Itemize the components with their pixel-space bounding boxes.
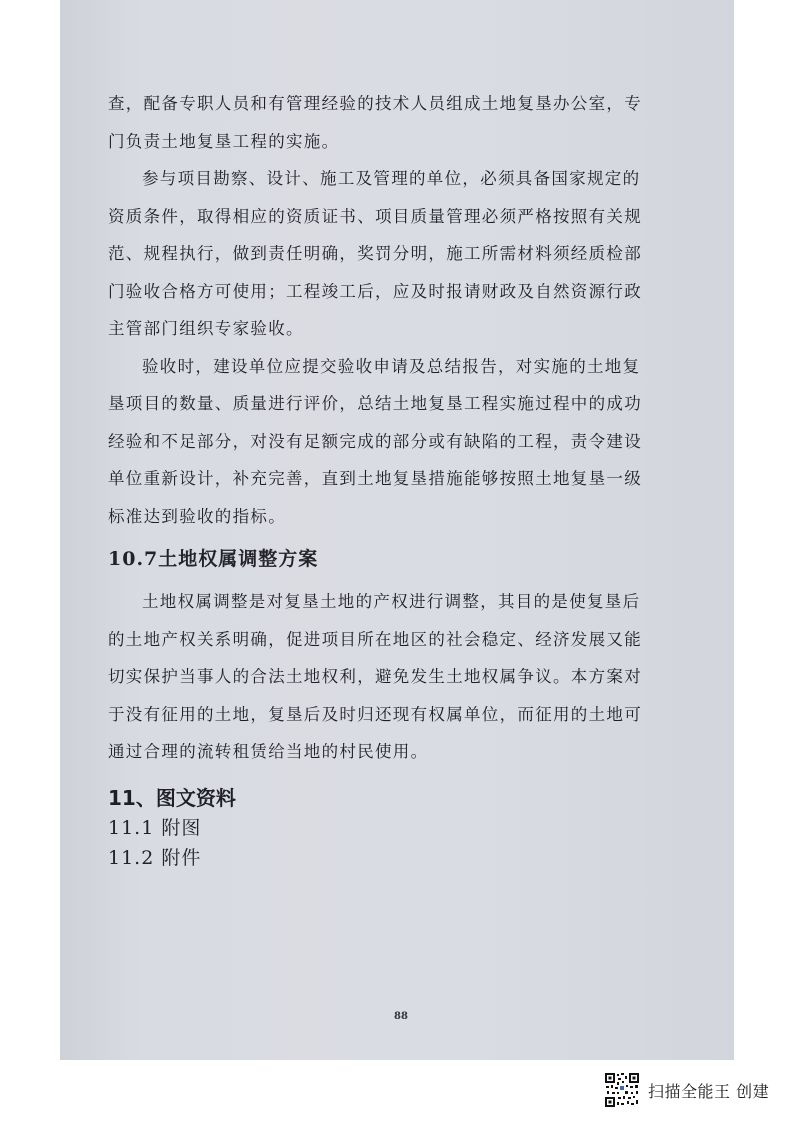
text-line: 门验收合格方可使用；工程竣工后，应及时报请财政及自然资源行政	[108, 281, 642, 301]
text-line: 验收时，建设单位应提交验收申请及总结报告，对实施的土地复	[142, 356, 641, 376]
scanner-watermark	[604, 1072, 769, 1108]
qr-code-icon	[604, 1072, 640, 1108]
text-line: 资质条件，取得相应的资质证书、项目质量管理必须严格按照有关规	[108, 206, 642, 226]
text-line: 土地权属调整是对复垦土地的产权进行调整，其目的是使复垦后	[142, 592, 641, 611]
paragraph-qualifications	[108, 160, 642, 348]
text-line: 单位重新设计，补充完善，直到土地复垦措施能够按照土地复垦一级	[108, 469, 642, 488]
text-line: 参与项目勘察、设计、施工及管理的单位，必须具备国家规定的	[142, 169, 641, 188]
paragraph-continuation	[108, 85, 642, 160]
subsection-attachments: 11.2 附件	[108, 846, 202, 869]
subsection-attached-drawings: 11.1 附图	[108, 816, 202, 839]
text-line: 的土地产权关系明确，促进项目所在地区的社会稳定、经济发展又能	[108, 629, 642, 649]
text-line: 范、规程执行，做到责任明确，奖罚分明，施工所需材料须经质检部	[108, 244, 642, 263]
section-heading-10-7: 10.7土地权属调整方案	[108, 548, 319, 570]
text-line: 垦项目的数量、质量进行评价，总结土地复垦工程实施过程中的成功	[108, 394, 642, 413]
text-line: 标准达到验收的指标。	[108, 506, 286, 526]
paragraph-acceptance	[108, 348, 642, 536]
text-line: 通过合理的流转租赁给当地的村民使用。	[108, 742, 429, 761]
text-line: 主管部门组织专家验收。	[108, 319, 304, 338]
text-line: 切实保护当事人的合法土地权利，避免发生土地权属争议。本方案对	[108, 667, 642, 686]
text-line: 门负责土地复垦工程的实施。	[108, 131, 340, 151]
watermark-text: 扫描全能王 创建	[648, 1081, 770, 1101]
text-line: 经验和不足部分，对没有足额完成的部分或有缺陷的工程，责令建设	[108, 431, 642, 451]
text-line: 查，配备专职人员和有管理经验的技术人员组成土地复垦办公室，专	[108, 94, 642, 113]
page-number: 88	[394, 1011, 408, 1022]
paragraph-land-ownership	[108, 583, 642, 771]
document-body	[108, 85, 642, 873]
chapter-heading-11: 11、图文资料	[108, 785, 236, 810]
text-line: 于没有征用的土地，复垦后及时归还现有权属单位，而征用的土地可	[108, 704, 642, 724]
